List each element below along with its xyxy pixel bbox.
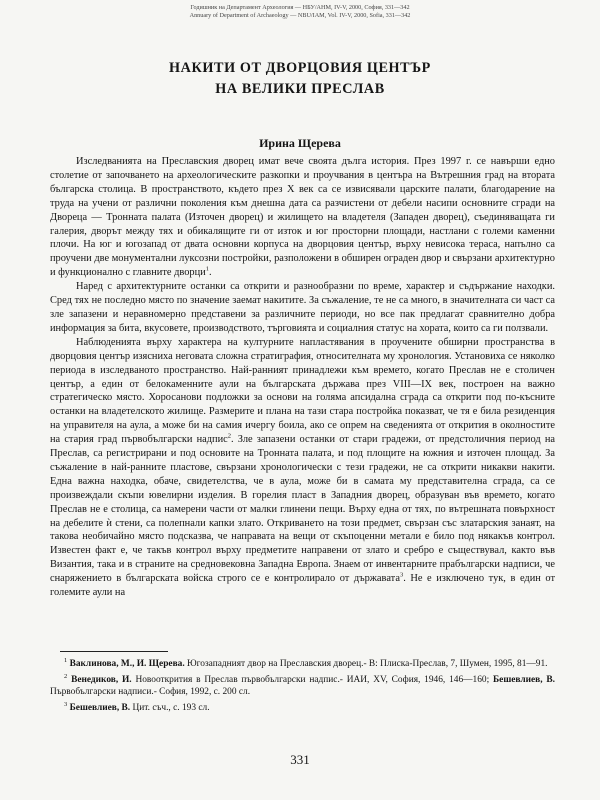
running-head-english: Annuary of Department of Archaeology — NBU/IAM, Vol. IV-V, 2000, Sofia, 331—342	[189, 12, 411, 19]
footnote-divider	[60, 651, 168, 652]
title-line-1: НАКИТИ ОТ ДВОРЦОВИЯ ЦЕНТЪР	[169, 60, 431, 76]
page-number: 331	[290, 752, 310, 767]
footnote-3: $^3$ Бешевлиев, В. Цит. съч., с. 193 сл.	[64, 701, 210, 714]
footnote-author: Бешевлиев, В.	[69, 703, 131, 714]
footnote-author: Ваклинова, М., И. Щерева.	[69, 659, 185, 670]
footnote-ref-2: 2	[227, 432, 232, 440]
footnote-1: $^1$ Ваклинова, М., И. Щерева. Югозападният двор на Преславския дворец.- В: Плиска-Преслав, 7, Шумен, 1995, 81—91.	[64, 657, 548, 670]
footnote-ref-1: 1	[205, 265, 209, 273]
title-line-2: НА ВЕЛИКИ ПРЕСЛАВ	[215, 81, 385, 97]
footnote-author-2: Бешевлиев, В.	[492, 674, 555, 685]
paragraph-3: Наблюденията върху характера на културните напластявания в проучените обширни пространства в дворцовия център изясниха неговата сложна стратиграфия, относителната му хронология. Установиха се няколко периода в изследваното пространство. Най-ранният принадлежи към времето, когато Преслав не е столичен център, а един от белокаменните аули на българската държава през VIII—IX век, построен на важно стратегическо място. Хоросанови подложки за основи на голяма апсидална сграда са открити под по-късните останки на владетелското жилище. Размерите и плана на тази стара постройка показват, че тя е била резиденция на управителя на аула, а може би на самия ичергу боила, ако се опрем на сведенията от открития в околностите на стария град първобългарски надпис$^2$. Зле запазени останки от стари градежи, от предстоличния период на Преслав, са регистрирани и под основите на Тронната палата, и под площите на южния и източен площад. За съжаление в най-ранните пластове, свързани хронологически с тези градежи, не са открити никакви накити. Една важна находка, обаче, свидетелства, че в аула, може би в самата му представителна сграда, са се произвеждали скъпи ювелирни изделия. В горелия пласт в Западния дворец, образуван във времето, когато Преслав не е столица, са намерени части от малки глинени пещи. Върху една от тях, по вътрешната повърхност на дебелите ѝ стени, са полепнали капки злато. Откриването на този предмет, свързан със златарския занаят, на такова необичайно място подсказва, че направата на вещи от скъпоценни метали е било под някакъв контрол. Известен факт е, че такъв контрол върху предметите направени от злато и сребро е съществувал, както във Византия, така и в страните на средновековна Западна Европа. Знаем от инвентарните прабългарски надписи, че снаряжението в българската войска строго се е контролирало от държавата$^3$. Не е изключено тук, в един от големите аули на	[50, 336, 555, 599]
running-head	[0, 4, 600, 20]
paragraph-2: Наред с архитектурните останки са открити и разнообразни по време, характер и съдържание находки. Сред тях не последно място по значение заемат накитите. За съжаление, те не са много, в значителната си част са зле запазени и неравномерно представени за различните периоди, но все пак предлагат сравнително добра информация за бита, вкусовете, производството, търговията и социалния статус на хората, които са ги ползвали.	[50, 281, 555, 334]
footnotes	[50, 655, 555, 715]
footnote-author: Венедиков, И.	[71, 674, 132, 685]
footnote-ref-3: 3	[399, 571, 404, 579]
footnote-2: $^2$ Венедиков, И. Новооткрития в Преслав първобългарски надпис.- ИАИ, XV, София, 1946, 146—160; Бешевлиев, В. Първобългарски надписи.- София, 1992, с. 200 сл.	[50, 672, 555, 698]
author-name: Ирина Щерева	[259, 136, 341, 150]
article-body	[50, 155, 555, 600]
article-title	[0, 58, 600, 100]
running-head-bulgarian: Годишник на Департамент Археология — НБУ/АНМ, IV-V, 2000, София, 331—342	[190, 4, 410, 11]
paragraph-1: Изследванията на Преславския дворец имат вече своята дълга история. През 1997 г. се навърши едно столетие от започването на археологическите разкопки и проучвания в центъра на Вътрешния град на втората българска столица. В пространството, където през X век са се извисявали царските палати, благодарение на труда на учени от различни поколения към днешна дата са разчистени от дебели насипи основните сгради на Двореца — Тронната палата (Източен дворец) и жилището на владетеля (Западен дворец), съединяващата ги галерия, дворът между тях и обикалящите ги от изток и юг просторни площади, настлани с големи каменни плочи. На юг и югозапад от двата основни корпуса на дворцовия център, върху невисока тераса, напълно са проучени две монументални луксозни постройки, разположени в обширен ограден двор и свързани архитектурно и функционално с главните дворци$^1$.	[50, 156, 555, 279]
